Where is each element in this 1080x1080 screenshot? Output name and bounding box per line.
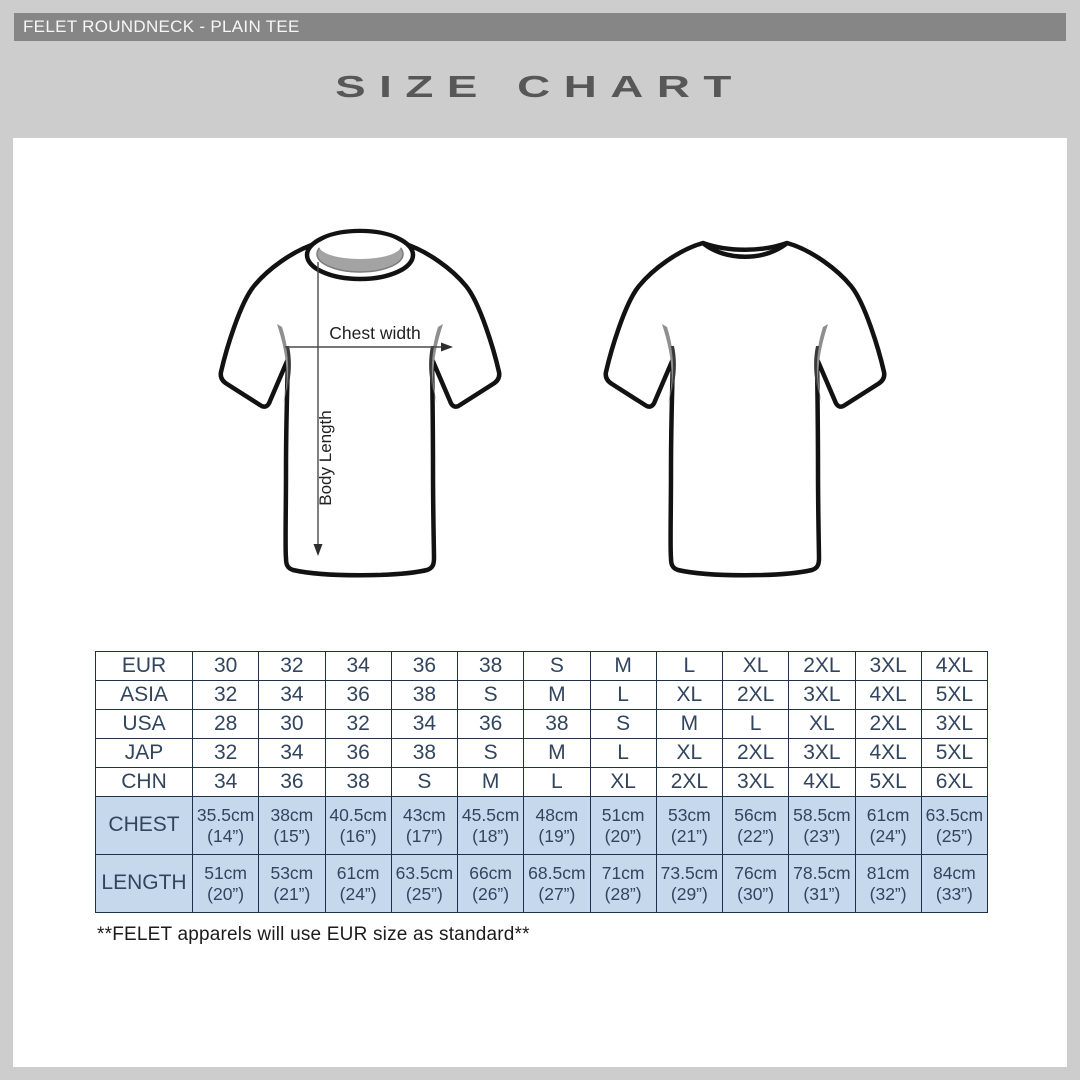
measure-cell	[524, 855, 590, 913]
tshirt-front	[221, 231, 500, 575]
measure-inches: (30”)	[737, 883, 775, 904]
measure-cell	[656, 797, 722, 855]
measure-cm: 51cm	[204, 862, 248, 883]
size-cell: 32	[259, 652, 325, 681]
measure-inches: (20”)	[207, 883, 245, 904]
size-cell: 34	[193, 768, 259, 797]
measure-inches: (26”)	[472, 883, 510, 904]
measure-cm: 53cm	[667, 804, 711, 825]
measure-cm: 43cm	[402, 804, 446, 825]
measure-inches: (16”)	[339, 825, 377, 846]
size-cell: S	[524, 652, 590, 681]
measure-cell	[921, 855, 987, 913]
measure-cell	[855, 855, 921, 913]
size-cell: 4XL	[789, 768, 855, 797]
measure-cell	[789, 855, 855, 913]
size-cell: 30	[193, 652, 259, 681]
size-cell: 38	[524, 710, 590, 739]
measure-cm: 78.5cm	[793, 862, 851, 883]
measure-inches: (21”)	[273, 883, 311, 904]
size-cell: 4XL	[855, 739, 921, 768]
size-cell: 2XL	[855, 710, 921, 739]
size-cell: 36	[458, 710, 524, 739]
measure-cm: 58.5cm	[793, 804, 851, 825]
measure-inches: (24”)	[869, 825, 907, 846]
size-cell: 36	[325, 681, 391, 710]
measure-inches: (15”)	[273, 825, 311, 846]
size-cell: M	[656, 710, 722, 739]
size-cell: 32	[325, 710, 391, 739]
row-label: EUR	[96, 652, 193, 681]
size-cell: 5XL	[921, 739, 987, 768]
size-cell: M	[590, 652, 656, 681]
size-cell: 32	[193, 739, 259, 768]
measure-cell	[723, 855, 789, 913]
size-cell: 2XL	[789, 652, 855, 681]
size-cell: 2XL	[656, 768, 722, 797]
size-cell: 38	[391, 681, 457, 710]
size-cell: 2XL	[723, 739, 789, 768]
size-cell: 5XL	[921, 681, 987, 710]
measure-cm: 84cm	[932, 862, 976, 883]
measure-inches: (28”)	[604, 883, 642, 904]
size-cell: 34	[325, 652, 391, 681]
tshirt-measurement-diagram	[198, 218, 913, 598]
size-cell: 4XL	[855, 681, 921, 710]
tshirt-back	[606, 243, 885, 575]
measure-cell	[656, 855, 722, 913]
measure-inches: (19”)	[538, 825, 576, 846]
size-table	[95, 651, 988, 913]
measure-inches: (25”)	[935, 825, 973, 846]
size-cell: M	[524, 681, 590, 710]
measure-cm: 51cm	[601, 804, 645, 825]
measure-cell	[921, 797, 987, 855]
measure-inches: (25”)	[405, 883, 443, 904]
body-length-label: Body Length	[316, 410, 335, 506]
measure-row-chest	[96, 797, 988, 855]
measure-cell	[325, 797, 391, 855]
size-cell: L	[723, 710, 789, 739]
measure-cell	[259, 855, 325, 913]
measure-cm: 63.5cm	[925, 804, 984, 825]
measure-cell	[590, 797, 656, 855]
measure-cm: 73.5cm	[660, 862, 719, 883]
size-cell: L	[590, 739, 656, 768]
size-cell: 3XL	[789, 681, 855, 710]
size-cell: 36	[259, 768, 325, 797]
size-row-asia	[96, 681, 988, 710]
chest-width-label: Chest width	[329, 323, 421, 343]
measure-cell	[789, 797, 855, 855]
size-row-chn	[96, 768, 988, 797]
size-cell: 3XL	[855, 652, 921, 681]
measure-cell	[855, 797, 921, 855]
size-cell: S	[458, 681, 524, 710]
measure-cm: 38cm	[270, 804, 314, 825]
row-label: USA	[96, 710, 193, 739]
size-cell: M	[524, 739, 590, 768]
measure-inches: (14”)	[207, 825, 245, 846]
size-cell: S	[458, 739, 524, 768]
size-cell: XL	[723, 652, 789, 681]
measure-inches: (20”)	[604, 825, 642, 846]
measure-inches: (21”)	[670, 825, 708, 846]
size-cell: 30	[259, 710, 325, 739]
measure-cell	[259, 797, 325, 855]
measure-cell	[193, 797, 259, 855]
measure-cm: 61cm	[866, 804, 910, 825]
size-cell: 34	[259, 681, 325, 710]
size-table-wrap	[95, 651, 988, 913]
measure-row-length	[96, 855, 988, 913]
measure-cm: 63.5cm	[395, 862, 454, 883]
measure-cm: 61cm	[336, 862, 380, 883]
size-cell: 4XL	[921, 652, 987, 681]
size-cell: 32	[193, 681, 259, 710]
measure-cm: 40.5cm	[329, 804, 387, 825]
measure-inches: (33”)	[935, 883, 973, 904]
measure-cm: 66cm	[469, 862, 513, 883]
size-cell: 34	[391, 710, 457, 739]
size-row-eur	[96, 652, 988, 681]
size-cell: 28	[193, 710, 259, 739]
measure-inches: (31”)	[803, 883, 841, 904]
size-cell: 38	[458, 652, 524, 681]
size-cell: 38	[391, 739, 457, 768]
size-cell: L	[656, 652, 722, 681]
size-cell: XL	[789, 710, 855, 739]
measure-cm: 81cm	[866, 862, 910, 883]
measure-inches: (22”)	[737, 825, 775, 846]
measure-cm: 45.5cm	[461, 804, 520, 825]
size-cell: 6XL	[921, 768, 987, 797]
measure-cm: 35.5cm	[196, 804, 255, 825]
size-cell: XL	[656, 739, 722, 768]
size-cell: 34	[259, 739, 325, 768]
measure-cm: 68.5cm	[528, 862, 586, 883]
size-cell: L	[590, 681, 656, 710]
size-cell: S	[391, 768, 457, 797]
size-cell: S	[590, 710, 656, 739]
size-cell: 3XL	[921, 710, 987, 739]
measure-inches: (24”)	[339, 883, 377, 904]
measure-cm: 71cm	[601, 862, 645, 883]
size-table-body	[96, 652, 988, 913]
measure-cell	[458, 797, 524, 855]
measure-cell	[325, 855, 391, 913]
row-label: ASIA	[96, 681, 193, 710]
measure-cell	[524, 797, 590, 855]
measure-cm: 56cm	[734, 804, 778, 825]
page-title: SIZE CHART	[335, 69, 745, 104]
measure-inches: (17”)	[405, 825, 443, 846]
measure-inches: (23”)	[803, 825, 841, 846]
measure-cell	[723, 797, 789, 855]
size-cell: 5XL	[855, 768, 921, 797]
measure-inches: (27”)	[538, 883, 576, 904]
row-label: CHEST	[96, 797, 193, 855]
size-cell: 3XL	[723, 768, 789, 797]
measure-cell	[590, 855, 656, 913]
measure-cm: 53cm	[270, 862, 314, 883]
measure-cm: 48cm	[535, 804, 579, 825]
row-label: CHN	[96, 768, 193, 797]
size-cell: XL	[656, 681, 722, 710]
product-title: FELET ROUNDNECK - PLAIN TEE	[23, 17, 300, 36]
measure-cm: 76cm	[734, 862, 778, 883]
size-row-usa	[96, 710, 988, 739]
page-title-wrap	[0, 62, 1080, 110]
size-cell: M	[458, 768, 524, 797]
size-cell: 2XL	[723, 681, 789, 710]
measure-inches: (32”)	[869, 883, 907, 904]
size-cell: XL	[590, 768, 656, 797]
measure-inches: (29”)	[670, 883, 708, 904]
size-cell: L	[524, 768, 590, 797]
product-title-bar	[14, 13, 1066, 41]
measure-cell	[193, 855, 259, 913]
size-cell: 36	[391, 652, 457, 681]
standard-size-footnote: **FELET apparels will use EUR size as standard**	[97, 924, 530, 945]
measure-cell	[458, 855, 524, 913]
content-panel	[13, 138, 1067, 1067]
row-label: JAP	[96, 739, 193, 768]
size-row-jap	[96, 739, 988, 768]
measure-cell	[391, 855, 457, 913]
measure-inches: (18”)	[472, 825, 510, 846]
size-cell: 38	[325, 768, 391, 797]
size-cell: 36	[325, 739, 391, 768]
row-label: LENGTH	[96, 855, 193, 913]
size-cell: 3XL	[789, 739, 855, 768]
measure-cell	[391, 797, 457, 855]
